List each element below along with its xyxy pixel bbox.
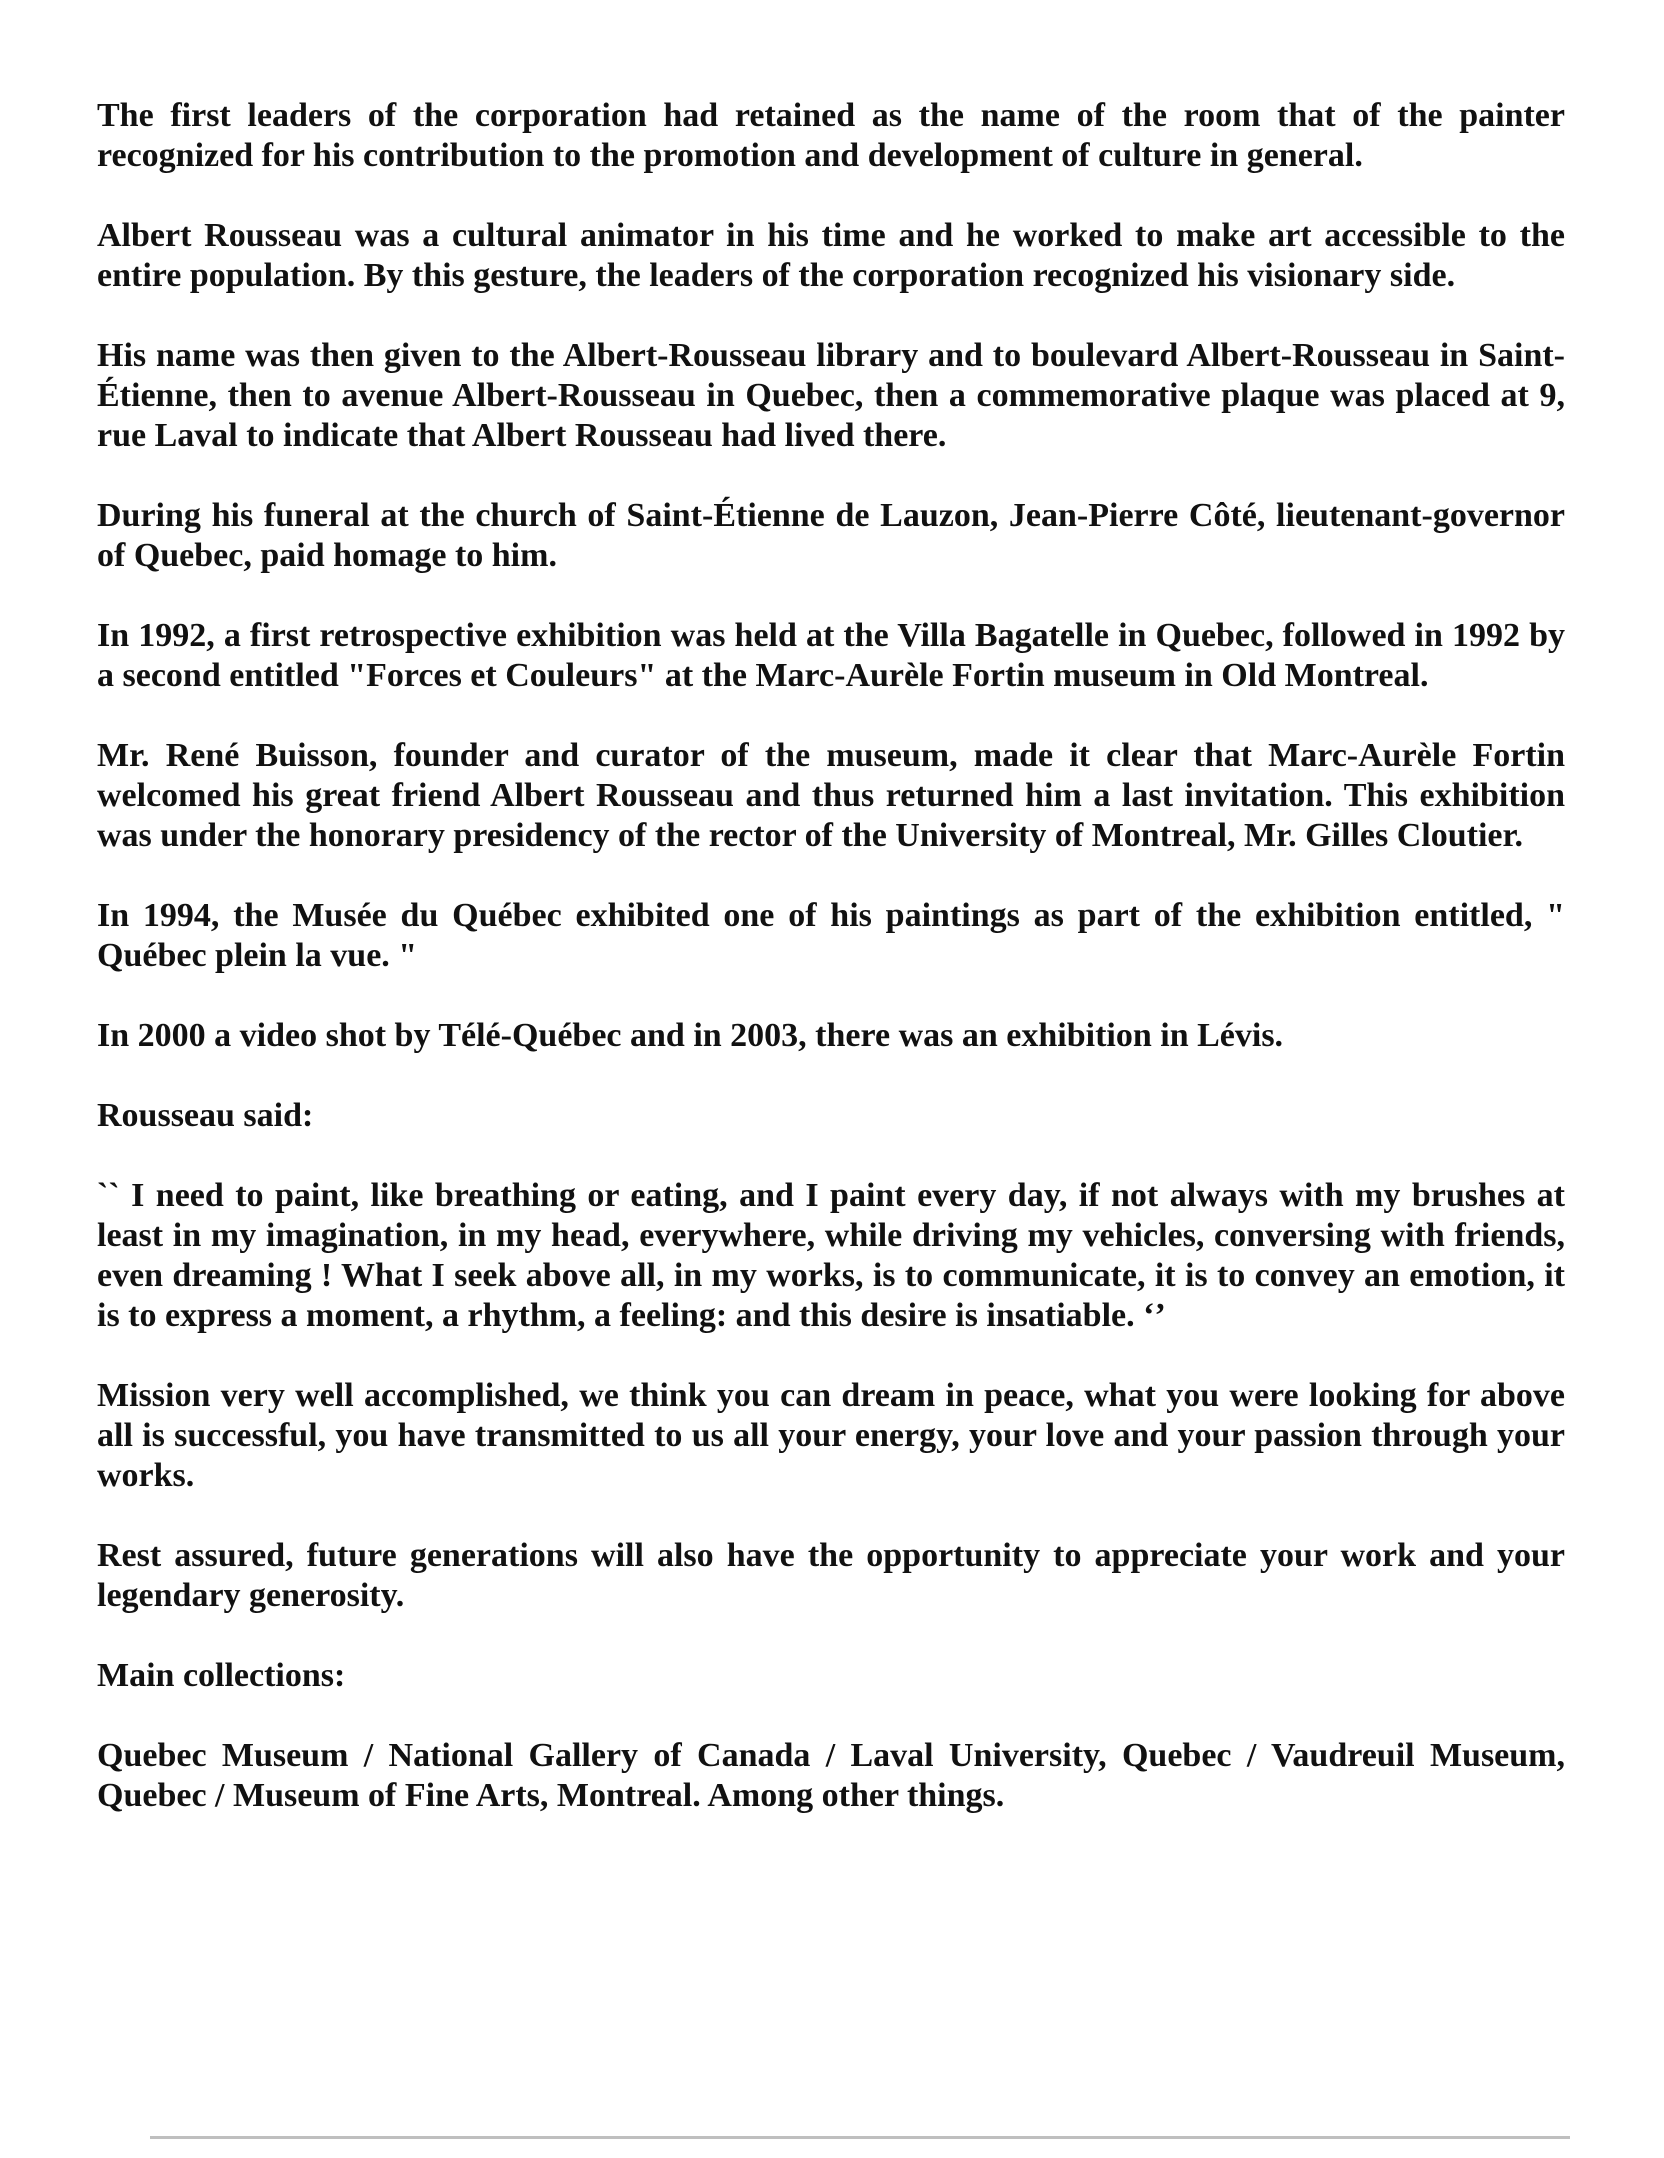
document-page — [97, 96, 1565, 1856]
paragraph-quote: `` I need to paint, like breathing or eating, and I paint every day, if not always with my brushes at least in my imagination, in my head, everywhere, while driving my vehicles, conversing with friends, even dreaming ! What I seek above all, in my works, is to communicate, it is to convey an emotion, it is to express a moment, a rhythm, a feeling: and this desire is insatiable. ‘’ — [97, 1177, 1565, 1334]
bottom-divider — [150, 2136, 1570, 2139]
paragraph-mission: Mission very well accomplished, we think you can dream in peace, what you were looking for above all is successful, you have transmitted to us all your energy, your love and your passion through your works. — [97, 1377, 1565, 1494]
paragraph-cultural-animator: Albert Rousseau was a cultural animator in his time and he worked to make art accessible to the entire population. By this gesture, the leaders of the corporation recognized his visionary side. — [97, 217, 1565, 294]
paragraph-rest-assured: Rest assured, future generations will also have the opportunity to appreciate your work and your legendary generosity. — [97, 1537, 1565, 1614]
paragraph-name-given: His name was then given to the Albert-Rousseau library and to boulevard Albert-Rousseau in Saint-Étienne, then to avenue Albert-Rousseau in Quebec, then a commemorative plaque was placed at 9, rue Laval to indicate that Albert Rousseau had lived there. — [97, 337, 1565, 454]
paragraph-video-2000: In 2000 a video shot by Télé-Québec and in 2003, there was an exhibition in Lévis. — [97, 1017, 1284, 1054]
paragraph-musee-1994: In 1994, the Musée du Québec exhibited one of his paintings as part of the exhibition entitled, " Québec plein la vue. " — [97, 897, 1565, 974]
paragraph-room-name: The first leaders of the corporation had retained as the name of the room that of the painter recognized for his contribution to the promotion and development of culture in general. — [97, 97, 1565, 174]
paragraph-collections-list: Quebec Museum / National Gallery of Canada / Laval University, Quebec / Vaudreuil Museum, Quebec / Museum of Fine Arts, Montreal. Among other things. — [97, 1737, 1565, 1814]
paragraph-rene-buisson: Mr. René Buisson, founder and curator of the museum, made it clear that Marc-Aurèle Fortin welcomed his great friend Albert Rousseau and thus returned him a last invitation. This exhibition was under the honorary presidency of the rector of the University of Montreal, Mr. Gilles Cloutier. — [97, 737, 1565, 854]
paragraph-rousseau-said: Rousseau said: — [97, 1097, 314, 1134]
paragraph-retrospective-1992: In 1992, a first retrospective exhibition was held at the Villa Bagatelle in Quebec, followed in 1992 by a second entitled "Forces et Couleurs" at the Marc-Aurèle Fortin museum in Old Montreal. — [97, 617, 1565, 694]
paragraph-main-collections-heading: Main collections: — [97, 1657, 346, 1694]
paragraph-funeral: During his funeral at the church of Saint-Étienne de Lauzon, Jean-Pierre Côté, lieutenant-governor of Quebec, paid homage to him. — [97, 497, 1565, 574]
